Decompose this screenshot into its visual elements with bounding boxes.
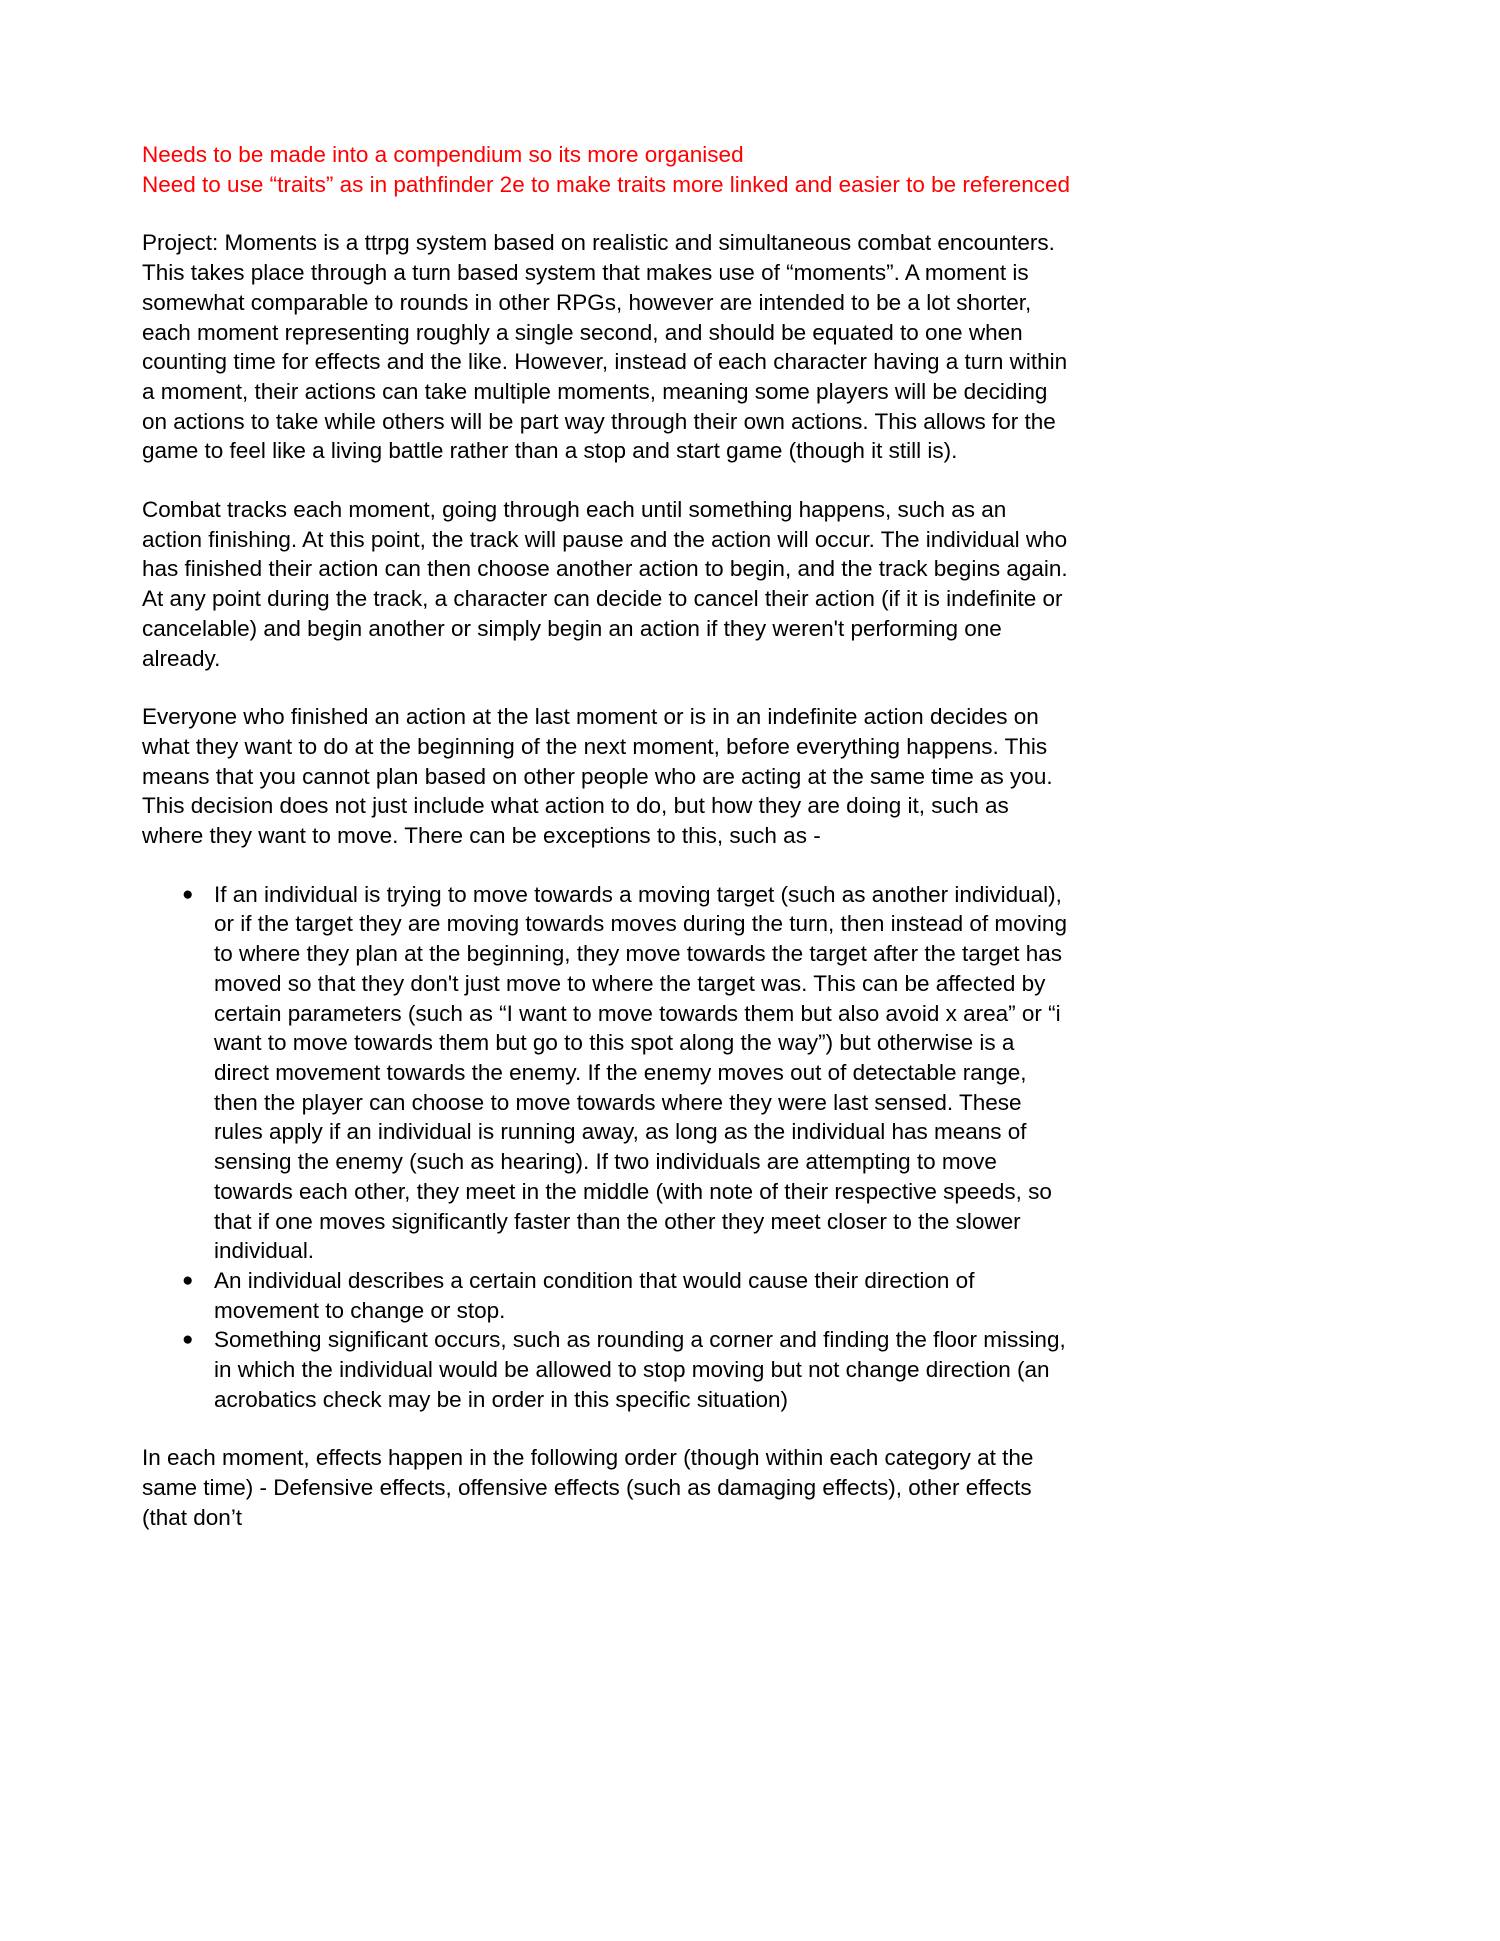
list-item-text: Something significant occurs, such as rounding a corner and finding the floor missing, in which the individual would be allowed to stop moving but not change direction (an acrobatics check may be in order in this specific situation) xyxy=(214,1327,1066,1412)
paragraph-combat-tracking: Combat tracks each moment, going through each until something happens, such as an action finishing. At this point, the track will pause and the action will occur. The individual who has finished their action can then choose another action to begin, and the track begins again. At any point during the track, a character can decide to cancel their action (if it is indefinite or cancelable) and begin another or simply begin an action if they weren't performing one already. xyxy=(142,497,1068,671)
editor-notes xyxy=(142,140,1070,199)
editor-note-line-1: Needs to be made into a compendium so its more organised xyxy=(142,142,744,167)
list-item xyxy=(142,880,1070,1266)
list-item xyxy=(142,1266,1070,1325)
paragraph-intro: Project: Moments is a ttrpg system based on realistic and simultaneous combat encounters. This takes place through a turn based system that makes use of “moments”. A moment is somewhat comparable to rounds in other RPGs, however are intended to be a lot shorter, each moment representing roughly a single second, and should be equated to one when counting time for effects and the like. However, instead of each character having a turn within a moment, their actions can take multiple moments, meaning some players will be deciding on actions to take while others will be part way through their own actions. This allows for the game to feel like a living battle rather than a stop and start game (though it still is). xyxy=(142,230,1068,464)
paragraph-decision-timing: Everyone who finished an action at the last moment or is in an indefinite action decides on what they want to do at the beginning of the next moment, before everything happens. This means that you cannot plan based on other people who are acting at the same time as you. This decision does not just include what action to do, but how they are doing it, such as where they want to move. There can be exceptions to this, such as - xyxy=(142,704,1053,849)
editor-note-line-2: Need to use “traits” as in pathfinder 2e to make traits more linked and easier to be referenced xyxy=(142,171,1070,197)
list-item-text: If an individual is trying to move towards a moving target (such as another individual), or if the target they are moving towards moves during the turn, then instead of moving to where they plan at the beginning, they move towards the target after the target has moved so that they don't just move to where the target was. This can be affected by certain parameters (such as “I want to move towards them but also avoid x area” or “i want to move towards them but go to this spot along the way”) but otherwise is a direct movement towards the enemy. If the enemy moves out of detectable range, then the player can choose to move towards where they were last sensed. These rules apply if an individual is running away, as long as the individual has means of sensing the enemy (such as hearing). If two individuals are attempting to move towards each other, they meet in the middle (with note of their respective speeds, so that if one moves significantly faster than the other they meet closer to the slower individual. xyxy=(214,881,1067,1264)
document-body xyxy=(142,140,1070,1562)
bullet-dot-icon: ● xyxy=(182,1269,194,1291)
bullet-dot-icon: ● xyxy=(182,1329,194,1351)
exceptions-list xyxy=(142,880,1070,1415)
list-item-text: An individual describes a certain condition that would cause their direction of movement to change or stop. xyxy=(214,1267,975,1323)
bullet-dot-icon: ● xyxy=(182,883,194,905)
paragraph-effect-order: In each moment, effects happen in the following order (though within each category at the same time) - Defensive effects, offensive effects (such as damaging effects), other effects (that don’t xyxy=(142,1445,1034,1530)
list-item xyxy=(142,1325,1070,1414)
